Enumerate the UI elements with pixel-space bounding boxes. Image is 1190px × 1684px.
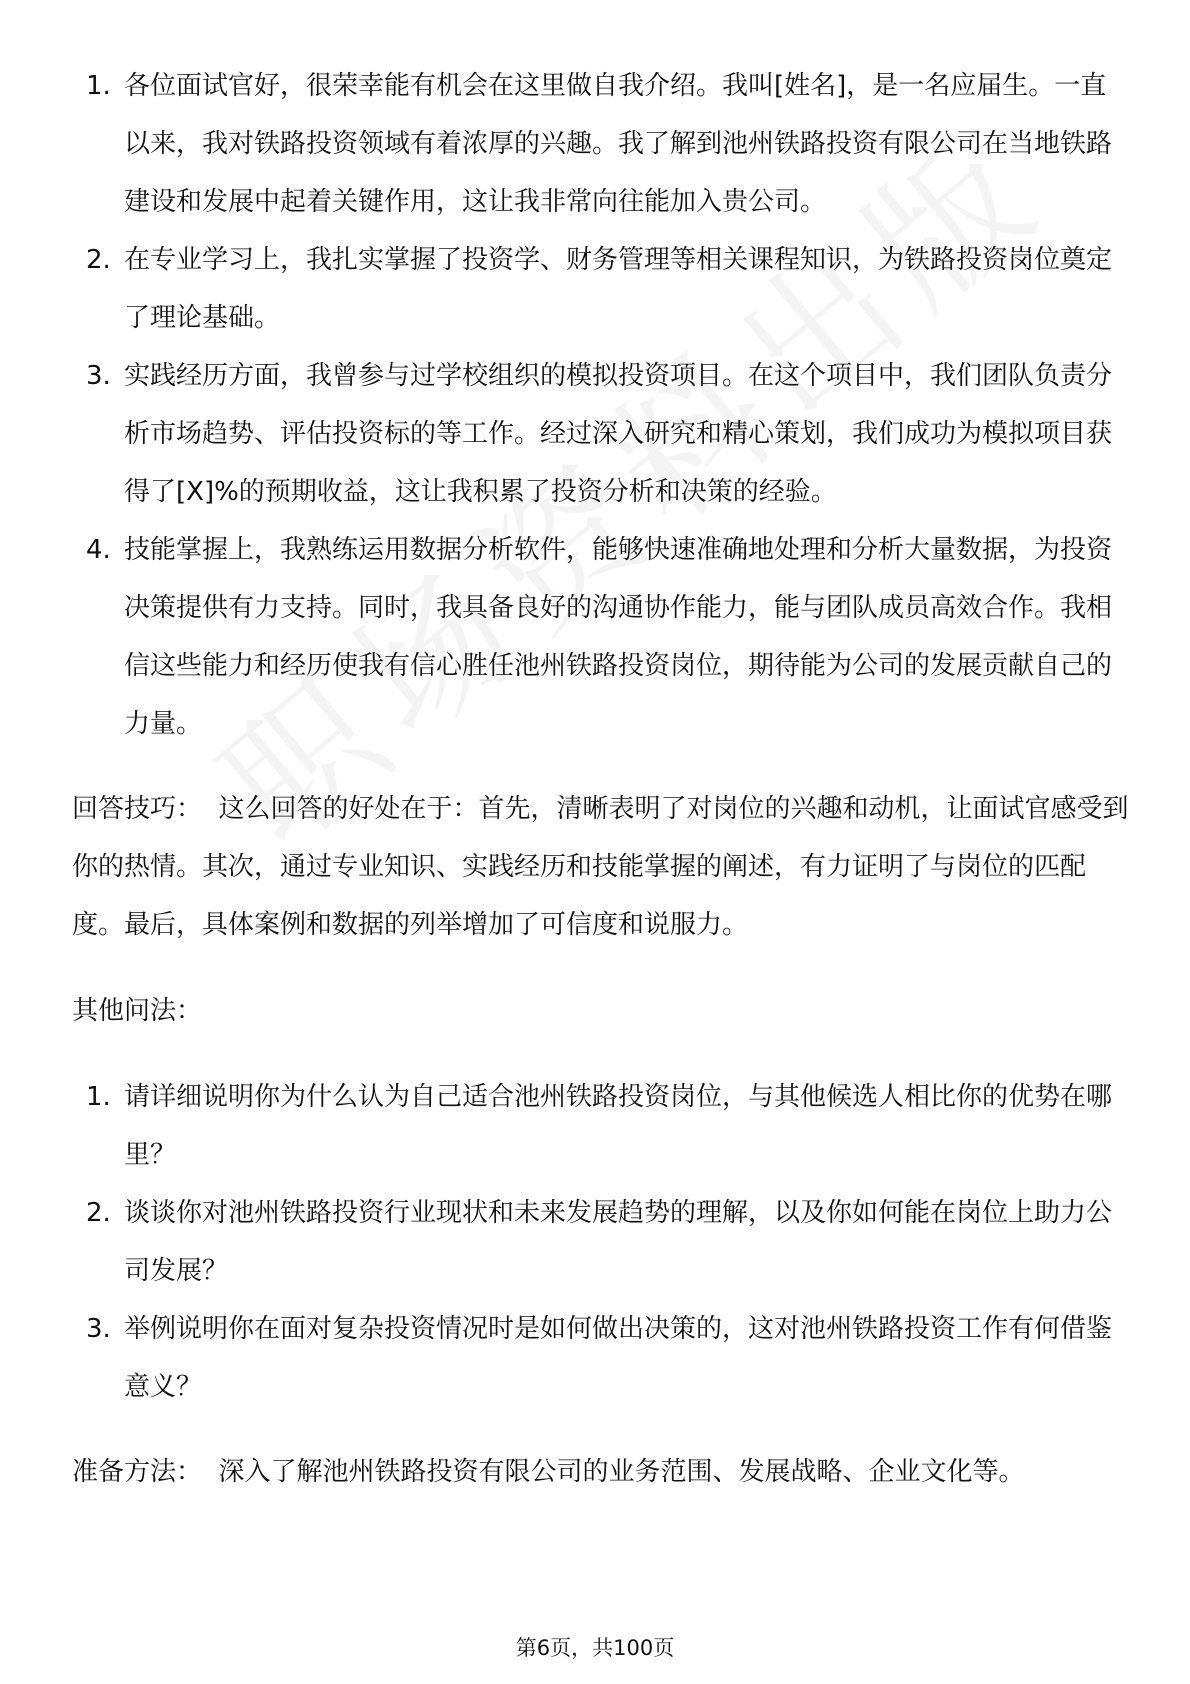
list-text: 各位面试官好，很荣幸能有机会在这里做自我介绍。我叫[姓名]，是一名应届生。一直以来，我对铁路投资领域有着浓厚的兴趣。我了解到池州铁路投资有限公司在当地铁路建设和发展中起着关键作用，这让我非常向往能加入贵公司。 [124,71,1113,217]
tips-text: 这么回答的好处在于：首先，清晰表明了对岗位的兴趣和动机，让面试官感受到你的热情。其次，通过专业知识、实践经历和技能掌握的阐述，有力证明了与岗位的匹配度。最后，具体案例和数据的列举增加了可信度和说服力。 [72,794,1129,940]
page-content [72,57,1132,1501]
list-item [72,231,1132,347]
list-number: 2. [86,1198,111,1228]
list-text: 在专业学习上，我扎实掌握了投资学、财务管理等相关课程知识，为铁路投资岗位奠定了理论基础。 [124,245,1113,333]
other-questions-label: 其他问法： [72,996,203,1026]
answer-list [72,57,1132,753]
list-number: 1. [86,1082,111,1112]
answer-tips [72,780,1132,954]
prep-label: 准备方法： [72,1457,203,1487]
list-text: 举例说明你在面对复杂投资情况时是如何做出决策的，这对池州铁路投资工作有何借鉴意义？ [124,1314,1113,1402]
list-number: 1. [86,71,111,101]
list-item [72,347,1132,521]
list-item [72,57,1132,231]
list-text: 实践经历方面，我曾参与过学校组织的模拟投资项目。在这个项目中，我们团队负责分析市场趋势、评估投资标的等工作。经过深入研究和精心策划，我们成功为模拟项目获得了[X]%的预期收益，这让我积累了投资分析和决策的经验。 [124,361,1113,507]
list-item [72,521,1132,753]
list-text: 技能掌握上，我熟练运用数据分析软件，能够快速准确地处理和分析大量数据，为投资决策提供有力支持。同时，我具备良好的沟通协作能力，能与团队成员高效合作。我相信这些能力和经历使我有信心胜任池州铁路投资岗位，期待能为公司的发展贡献自己的力量。 [124,535,1113,739]
list-item [72,1068,1132,1184]
list-number: 4. [86,535,111,565]
list-item [72,1184,1132,1300]
tips-label: 回答技巧： [72,794,203,824]
list-text: 谈谈你对池州铁路投资行业现状和未来发展趋势的理解，以及你如何能在岗位上助力公司发展？ [124,1198,1113,1286]
preparation-method [72,1443,1132,1501]
list-number: 3. [86,361,111,391]
list-item [72,1300,1132,1416]
list-number: 3. [86,1314,111,1344]
page-number: 第6页，共100页 [515,1636,675,1660]
other-questions-list [72,1068,1132,1416]
prep-text: 深入了解池州铁路投资有限公司的业务范围、发展战略、企业文化等。 [218,1457,1025,1487]
list-number: 2. [86,245,111,275]
list-text: 请详细说明你为什么认为自己适合池州铁路投资岗位，与其他候选人相比你的优势在哪里？ [124,1082,1113,1170]
